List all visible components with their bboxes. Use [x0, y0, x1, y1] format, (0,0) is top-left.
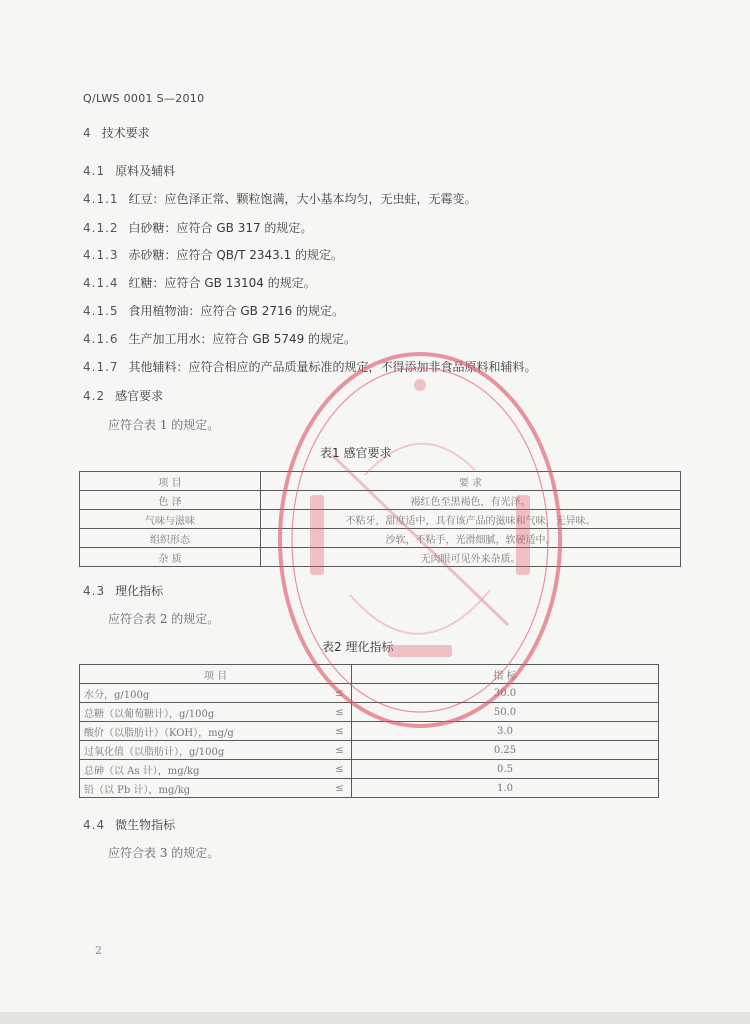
- table-row: [80, 779, 659, 798]
- table-row: [80, 548, 681, 567]
- table-row: [80, 722, 659, 741]
- table-2-caption: 表2 理化指标: [322, 640, 394, 654]
- clause-text: 红糖：应符合 GB 13104 的规定。: [128, 276, 316, 290]
- page-number: 2: [95, 944, 102, 957]
- le-sign: ≤: [328, 722, 352, 741]
- clause-text: 食用植物油：应符合 GB 2716 的规定。: [128, 304, 345, 318]
- clause-number: 4.1.1: [83, 192, 119, 206]
- table-cell: 酸价（以脂肪计）（KOH），mg/g: [80, 722, 329, 741]
- table-header-cell: 指 标: [352, 665, 659, 684]
- section-4-1-heading: [83, 162, 175, 179]
- clause-number: 4.1.6: [83, 332, 119, 346]
- table-header-cell: 项 目: [80, 665, 352, 684]
- table-cell: 无肉眼可见外来杂质。: [261, 548, 681, 567]
- table-cell: 过氧化值（以脂肪计），g/100g: [80, 741, 329, 760]
- table-row: [80, 491, 681, 510]
- section-title: 理化指标: [115, 584, 164, 598]
- table-row: [80, 703, 659, 722]
- table-header-row: [80, 665, 659, 684]
- clause-text: 红豆：应色泽正常、颗粒饱满，大小基本均匀，无虫蛀，无霉变。: [128, 192, 477, 206]
- table-cell: 色 泽: [80, 491, 261, 510]
- section-4-2-note: 应符合表 1 的规定。: [108, 418, 220, 432]
- table-cell: 50.0: [352, 703, 659, 722]
- section-number: 4.3: [83, 584, 106, 598]
- table-row: [80, 510, 681, 529]
- section-number: 4: [83, 126, 92, 140]
- le-sign: ≤: [328, 760, 352, 779]
- clause-number: 4.1.5: [83, 304, 119, 318]
- clause-text: 其他辅料：应符合相应的产品质量标准的规定，不得添加非食品原料和辅料。: [128, 360, 537, 374]
- section-4-heading: [83, 124, 150, 141]
- section-title: 感官要求: [115, 389, 164, 403]
- clause-4-1-3: [83, 246, 343, 263]
- table-1-caption: 表1 感官要求: [320, 446, 392, 460]
- clause-number: 4.1.2: [83, 221, 119, 235]
- table-cell: 0.25: [352, 741, 659, 760]
- clause-4-1-2: [83, 219, 312, 236]
- clause-4-1-6: [83, 330, 356, 347]
- section-4-2-heading: [83, 387, 163, 404]
- table-cell: 气味与滋味: [80, 510, 261, 529]
- table-header-cell: 要 求: [261, 472, 681, 491]
- physicochemical-table: [79, 664, 659, 798]
- clause-4-1-5: [83, 302, 344, 319]
- section-4-3-note: 应符合表 2 的规定。: [108, 612, 220, 626]
- section-number: 4.1: [83, 164, 106, 178]
- table-cell: 1.0: [352, 779, 659, 798]
- clause-number: 4.1.3: [83, 248, 119, 262]
- table-cell: 总糖（以葡萄糖计），g/100g: [80, 703, 329, 722]
- section-4-4-note: 应符合表 3 的规定。: [108, 846, 220, 860]
- table-cell: 水分，g/100g: [80, 684, 329, 703]
- table-cell: 0.5: [352, 760, 659, 779]
- le-sign: ≤: [328, 741, 352, 760]
- clause-text: 生产加工用水：应符合 GB 5749 的规定。: [128, 332, 357, 346]
- clause-number: 4.1.4: [83, 276, 119, 290]
- table-cell: 30.0: [352, 684, 659, 703]
- clause-text: 赤砂糖：应符合 QB/T 2343.1 的规定。: [128, 248, 344, 262]
- section-number: 4.2: [83, 389, 106, 403]
- clause-4-1-7: [83, 358, 537, 375]
- section-title: 微生物指标: [115, 818, 176, 832]
- clause-4-1-1: [83, 190, 477, 207]
- clause-number: 4.1.7: [83, 360, 119, 374]
- doc-code: Q/LWS 0001 S—2010: [83, 92, 205, 105]
- le-sign: ≤: [328, 779, 352, 798]
- table-row: [80, 760, 659, 779]
- section-number: 4.4: [83, 818, 106, 832]
- table-cell: 铅（以 Pb 计），mg/kg: [80, 779, 329, 798]
- table-row: [80, 684, 659, 703]
- table-cell: 不粘牙，甜度适中，具有该产品的滋味和气味，无异味。: [261, 510, 681, 529]
- le-sign: ≤: [328, 684, 352, 703]
- table-row: [80, 529, 681, 548]
- table-cell: 沙软，不粘手，光滑细腻，软硬适中。: [261, 529, 681, 548]
- section-4-4-heading: [83, 816, 175, 833]
- clause-4-1-4: [83, 274, 316, 291]
- section-title: 技术要求: [101, 126, 150, 140]
- table-cell: 3.0: [352, 722, 659, 741]
- table-header-cell: 项 目: [80, 472, 261, 491]
- section-4-3-heading: [83, 582, 163, 599]
- table-cell: 组织形态: [80, 529, 261, 548]
- table-cell: 褐红色至黑褐色，有光泽。: [261, 491, 681, 510]
- section-title: 原料及辅料: [115, 164, 176, 178]
- le-sign: ≤: [328, 703, 352, 722]
- sensory-table: [79, 471, 681, 567]
- table-header-row: [80, 472, 681, 491]
- table-row: [80, 741, 659, 760]
- scan-edge: [0, 1012, 750, 1024]
- table-cell: 总砷（以 As 计），mg/kg: [80, 760, 329, 779]
- table-cell: 杂 质: [80, 548, 261, 567]
- clause-text: 白砂糖：应符合 GB 317 的规定。: [128, 221, 313, 235]
